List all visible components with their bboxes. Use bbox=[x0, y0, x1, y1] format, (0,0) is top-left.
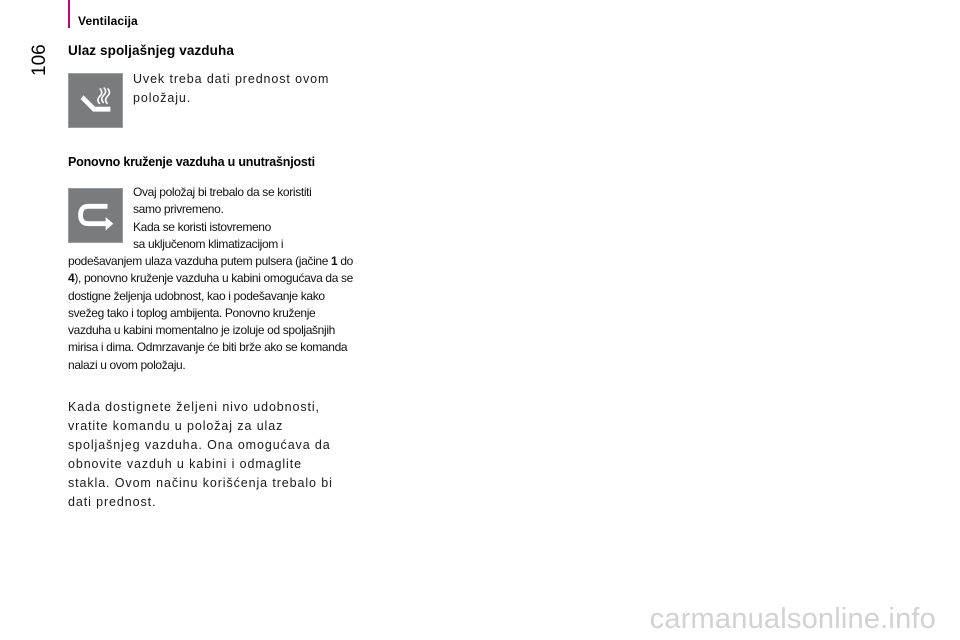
section-accent-bar bbox=[68, 0, 70, 28]
air-recirculation-icon bbox=[68, 188, 123, 243]
outside-air-heading: Ulaz spoljašnjeg vazduha bbox=[68, 43, 234, 58]
recirculation-line: Ovaj položaj bi trebalo da se koristiti bbox=[133, 185, 312, 199]
closing-paragraph: Kada dostignete željeni nivo udobnosti, vratite komandu u položaj za ulaz spoljašnjeg vazduha. Ona omogućava da obnovite vazduh u kabini i odmaglite stakla. Ovom načinu korišćenja trebalo bi dati prednost. bbox=[68, 400, 333, 509]
recirculation-text-body bbox=[68, 253, 358, 374]
page-number: 106 bbox=[29, 44, 50, 76]
fan-speed-min: 1 bbox=[331, 254, 338, 268]
recirculation-text-intro bbox=[133, 184, 348, 253]
section-title: Ventilacija bbox=[78, 14, 138, 28]
fan-speed-max: 4 bbox=[68, 271, 75, 286]
recirculation-text-part: do bbox=[337, 254, 353, 268]
recirculation-line: Kada se koristi istovremeno bbox=[133, 219, 271, 234]
watermark: carmanualsonline.info bbox=[649, 603, 936, 635]
recirculation-text-part: podešavanjem ulaza vazduha putem pulsera (jačine bbox=[68, 254, 332, 268]
outside-air-text: Uvek treba dati prednost ovom položaju. bbox=[133, 72, 330, 105]
recirculation-text-part: ), ponovno kruženje vazduha u kabini omogućava da se dostigne željenja udobnost, kao i podešavanje kako svežeg tako i toplog ambijenta. Ponovno kruženje vazduha u kabini momentalno je izoluje od spoljašnjih mirisa i dima. Odmrzavanje će biti brže ako se komanda nalazi u ovom položaju. bbox=[68, 271, 353, 372]
outside-air-intake-icon bbox=[68, 73, 123, 128]
recirculation-line: samo privremeno. bbox=[133, 202, 224, 217]
recirculation-line: sa uključenom klimatizacijom i bbox=[133, 236, 284, 251]
recirculation-heading: Ponovno kruženje vazduha u unutrašnjosti bbox=[68, 155, 315, 169]
